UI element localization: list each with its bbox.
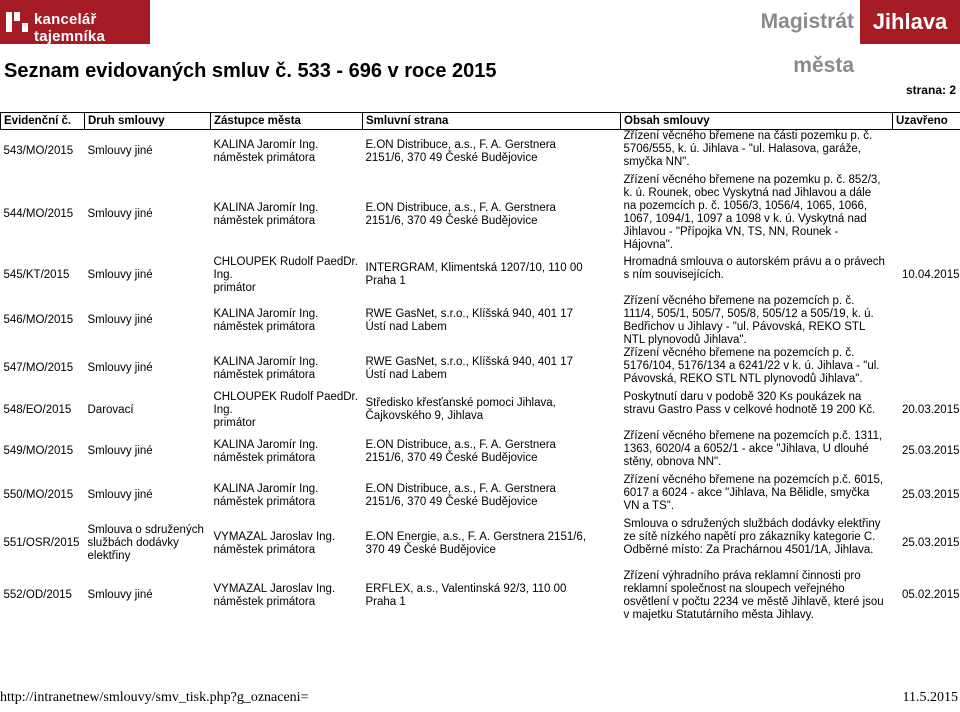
table-row	[1, 474, 960, 518]
cell-druh-line: Smlouvy jiné	[87, 208, 153, 220]
cell-cislo-line: 551/OSR/2015	[3, 537, 80, 549]
cell-uzavreno	[893, 256, 960, 295]
cell-obsah-line: reklamní společnost na sloupech veřejného	[623, 582, 845, 595]
cell-obsah-line: Zřízení věcného břemene na pozemcích p. č.	[623, 294, 855, 307]
cell-strana-line: E.ON Distribuce, a.s., F. A. Gerstnera	[365, 482, 556, 495]
cell-obsah	[621, 391, 893, 430]
cell-cislo-line: 550/MO/2015	[3, 489, 74, 501]
cell-obsah-line: Odběrné místo: Za Prachárnou 4501/1A, Jihlava.	[623, 543, 874, 556]
cell-druh-line: Smlouvy jiné	[87, 145, 153, 158]
page-number: strana: 2	[905, 83, 956, 97]
cell-strana	[363, 174, 621, 256]
cell-druh-line: elektřiny	[87, 550, 131, 562]
cell-strana-line: INTERGRAM, Klimentská 1207/10, 110 00	[365, 262, 583, 274]
cell-obsah-line: stravu Gastro Pass v celkové hodnotě 19 200 Kč.	[623, 403, 876, 416]
cell-druh	[85, 474, 211, 518]
cell-obsah-line: na pozemcích p. č. 1056/3, 1056/4, 1065, 1066,	[623, 199, 868, 212]
cell-zastupce-line: náměstek primátora	[213, 543, 316, 556]
contracts-table	[0, 112, 960, 622]
cell-obsah-line: Pávovská, REKO STL NTL plynovodů Jihlava".	[623, 372, 863, 385]
cell-druh-line: Smlouvy jiné	[87, 445, 153, 457]
cell-obsah-line: 111/4, 505/1, 505/7, 505/8, 505/12 a 505/19, k. ú.	[623, 307, 874, 320]
cell-zastupce	[211, 174, 363, 256]
cell-obsah-line: smyčka NN".	[623, 156, 690, 168]
cell-obsah	[621, 430, 893, 474]
cell-obsah	[621, 570, 893, 622]
cell-obsah-line: Zřízení věcného břemene na pozemku p. č. 852/3,	[623, 173, 881, 186]
cell-zastupce-line: primátor	[213, 281, 256, 294]
cell-uzavreno	[893, 295, 960, 347]
cell-cislo-line: 545/KT/2015	[3, 268, 70, 281]
cell-zastupce-line: náměstek primátora	[213, 151, 316, 164]
table-row	[1, 295, 960, 347]
cell-strana	[363, 391, 621, 430]
cell-uzavreno	[893, 474, 960, 518]
column-header-zastupce: Zástupce města	[211, 113, 363, 130]
cell-zastupce-line: KALINA Jaromír Ing.	[213, 482, 319, 495]
cell-druh-line: Smlouva o sdružených	[87, 524, 204, 536]
page-title: Seznam evidovaných smluv č. 533 - 696 v roce 2015	[4, 60, 497, 82]
cell-obsah-line: Zřízení věcného břemene na pozemcích p.č. 1311,	[623, 429, 883, 442]
cell-strana-line: 2151/6, 370 49 České Budějovice	[365, 495, 538, 508]
column-header-strana: Smluvní strana	[363, 113, 621, 130]
cell-zastupce-line: primátor	[213, 416, 256, 429]
cell-cislo	[1, 570, 85, 622]
cell-strana	[363, 570, 621, 622]
jihlava-logo-text: Jihlava	[860, 0, 960, 44]
cell-druh	[85, 347, 211, 391]
cell-zastupce-line: náměstek primátora	[213, 495, 316, 508]
magistrat-logo-text: Magistrát města	[707, 0, 860, 44]
cell-zastupce-line: náměstek primátora	[213, 320, 316, 333]
cell-cislo	[1, 295, 85, 347]
cell-druh	[85, 570, 211, 622]
table-row	[1, 174, 960, 256]
cell-obsah-line: Hromadná smlouva o autorském právu a o právech	[623, 255, 885, 268]
cell-strana-line: 2151/6, 370 49 České Budějovice	[365, 451, 538, 464]
cell-zastupce	[211, 391, 363, 430]
cell-cislo-line: 547/MO/2015	[3, 362, 74, 374]
cell-cislo	[1, 391, 85, 430]
cell-strana-line: Praha 1	[365, 595, 406, 608]
cell-zastupce-line: KALINA Jaromír Ing.	[213, 438, 319, 451]
cell-zastupce	[211, 347, 363, 391]
cell-obsah	[621, 474, 893, 518]
cell-cislo-line: 552/OD/2015	[3, 589, 72, 601]
cell-obsah-line: Poskytnutí daru v podobě 320 Ks poukázek na	[623, 390, 862, 403]
cell-druh-line: Smlouvy jiné	[87, 314, 153, 326]
cell-obsah-line: Hájovna".	[623, 238, 673, 251]
cell-zastupce	[211, 570, 363, 622]
cell-strana-line: RWE GasNet, s.r.o., Klíšská 940, 401 17	[365, 307, 574, 320]
cell-zastupce	[211, 430, 363, 474]
table-row	[1, 391, 960, 430]
cell-zastupce-line: náměstek primátora	[213, 595, 316, 608]
column-header-uzavreno: Uzavřeno	[893, 113, 960, 130]
cell-cislo-line: 546/MO/2015	[3, 314, 74, 326]
column-header-druh: Druh smlouvy	[85, 113, 211, 130]
cell-zastupce-line: náměstek primátora	[213, 368, 316, 381]
cell-druh-line: Smlouvy jiné	[87, 362, 153, 374]
table-row	[1, 518, 960, 570]
cell-obsah-line: NTL plynovodů Jihlava".	[623, 333, 747, 346]
table-row	[1, 256, 960, 295]
cell-uzavreno-line: 25.03.2015	[901, 445, 960, 457]
cell-uzavreno	[893, 570, 960, 622]
cell-uzavreno-line: 10.04.2015	[901, 268, 960, 281]
cell-obsah-line: 5176/104, 5176/134 a 6241/22 v k. ú. Jihlava - "ul.	[623, 359, 880, 372]
cell-obsah-line: stěny, obnova NN".	[623, 455, 722, 468]
footer-date: 11.5.2015	[902, 690, 958, 705]
cell-cislo	[1, 130, 85, 174]
cell-strana-line: 2151/6, 370 49 České Budějovice	[365, 214, 538, 227]
cell-druh	[85, 518, 211, 570]
cell-cislo	[1, 174, 85, 256]
cell-cislo	[1, 474, 85, 518]
cell-obsah-line: Zřízení věcného břemene na části pozemku p. č.	[623, 130, 873, 142]
cell-strana-line: Praha 1	[365, 275, 406, 287]
cell-obsah-line: k. ú. Rounek, obec Vyskytná nad Jihlavou a dále	[623, 186, 872, 199]
cell-obsah-line: 1067, 1094/1, 1097 a 1098 v k. ú. Vyskytná nad	[623, 212, 867, 225]
cell-strana-line: ERFLEX, a.s., Valentinská 92/3, 110 00	[365, 582, 567, 595]
cell-strana-line: RWE GasNet, s.r.o., Klíšská 940, 401 17	[365, 355, 574, 368]
cell-obsah-line: s ním souvisejících.	[623, 268, 724, 281]
cell-zastupce	[211, 130, 363, 174]
cell-obsah	[621, 518, 893, 570]
cell-obsah-line: Jihlavou - "Přípojka VN, TS, NN, Rounek -	[623, 225, 839, 238]
cell-cislo-line: 548/EO/2015	[3, 403, 72, 416]
cell-obsah	[621, 256, 893, 295]
cell-druh	[85, 391, 211, 430]
cell-strana	[363, 347, 621, 391]
cell-obsah	[621, 174, 893, 256]
cell-druh-line: Smlouvy jiné	[87, 268, 153, 281]
cell-obsah-line: Zřízení věcného břemene na pozemcích p.č. 6015,	[623, 473, 884, 486]
cell-zastupce-line: náměstek primátora	[213, 451, 316, 464]
cell-obsah-line: v majetku Statutárního města Jihlavy.	[623, 608, 814, 621]
cell-strana-line: 370 49 České Budějovice	[365, 543, 496, 556]
cell-obsah-line: Bedřichov u Jihlavy - "ul. Pávovská, REKO STL	[623, 320, 866, 333]
cell-cislo-line: 549/MO/2015	[3, 445, 74, 457]
cell-strana-line: Ústí nad Labem	[365, 320, 447, 333]
cell-zastupce	[211, 295, 363, 347]
cell-strana-line: E.ON Distribuce, a.s., F. A. Gerstnera	[365, 201, 556, 214]
cell-druh	[85, 430, 211, 474]
cell-zastupce-line: KALINA Jaromír Ing.	[213, 138, 319, 151]
cell-strana-line: Ústí nad Labem	[365, 368, 447, 381]
cell-uzavreno	[893, 391, 960, 430]
cell-cislo	[1, 347, 85, 391]
cell-zastupce-line: náměstek primátora	[213, 214, 316, 227]
cell-uzavreno	[893, 347, 960, 391]
cell-obsah	[621, 130, 893, 174]
cell-uzavreno	[893, 430, 960, 474]
cell-druh-line: Smlouvy jiné	[87, 489, 153, 501]
cell-druh	[85, 130, 211, 174]
cell-zastupce-line: CHLOUPEK Rudolf PaedDr. Ing.	[213, 255, 358, 281]
cell-uzavreno	[893, 130, 960, 174]
cell-uzavreno-line: 05.02.2015	[901, 589, 960, 601]
column-header-obsah: Obsah smlouvy	[621, 113, 893, 130]
cell-obsah-line: osvětlení v počtu 2234 ve městě Jihlavě, které jsou	[623, 595, 884, 608]
table-row	[1, 570, 960, 622]
cell-obsah-line: Smlouva o sdružených službách dodávky elektřiny	[623, 517, 881, 530]
cell-druh-line: Darovací	[87, 403, 134, 416]
cell-zastupce-line: VYMAZAL Jaroslav Ing.	[213, 582, 336, 595]
cell-druh	[85, 256, 211, 295]
cell-strana	[363, 256, 621, 295]
column-header-cislo: Evidenční č.	[1, 113, 85, 130]
cell-uzavreno-line: 20.03.2015	[901, 403, 960, 416]
cell-zastupce-line: KALINA Jaromír Ing.	[213, 355, 319, 368]
cell-strana	[363, 474, 621, 518]
magistrat-logo	[707, 0, 960, 77]
kancelar-tajemnika-logo	[0, 0, 150, 44]
cell-strana-line: E.ON Distribuce, a.s., F. A. Gerstnera	[365, 138, 556, 151]
cell-uzavreno-line: 25.03.2015	[901, 489, 960, 501]
cell-uzavreno	[893, 518, 960, 570]
cell-obsah	[621, 295, 893, 347]
table-row	[1, 430, 960, 474]
cell-obsah	[621, 347, 893, 391]
cell-strana-line: Čajkovského 9, Jihlava	[365, 410, 484, 422]
cell-druh	[85, 295, 211, 347]
cell-strana-line: E.ON Distribuce, a.s., F. A. Gerstnera	[365, 438, 556, 451]
logo-text: kancelář tajemníka	[34, 11, 105, 45]
cell-zastupce-line: VYMAZAL Jaroslav Ing.	[213, 530, 336, 543]
cell-zastupce	[211, 518, 363, 570]
cell-strana	[363, 430, 621, 474]
cell-obsah-line: VN a TS".	[623, 499, 675, 512]
cell-uzavreno-line: 25.03.2015	[901, 537, 960, 549]
cell-strana-line: 2151/6, 370 49 České Budějovice	[365, 151, 538, 164]
cell-druh-line: službách dodávky	[87, 537, 179, 549]
cell-druh-line: Smlouvy jiné	[87, 589, 153, 601]
table-header-row	[1, 113, 960, 130]
cell-obsah-line: Zřízení výhradního práva reklamní činnosti pro	[623, 569, 861, 582]
cell-strana-line: E.ON Energie, a.s., F. A. Gerstnera 2151/6,	[365, 530, 587, 543]
cell-cislo	[1, 430, 85, 474]
cell-obsah-line: 5706/555, k. ú. Jihlava - "ul. Halasova, garáže,	[623, 143, 861, 155]
cell-zastupce-line: CHLOUPEK Rudolf PaedDr. Ing.	[213, 390, 358, 416]
cell-zastupce-line: KALINA Jaromír Ing.	[213, 201, 319, 214]
cell-cislo-line: 543/MO/2015	[3, 145, 74, 158]
cell-zastupce-line: KALINA Jaromír Ing.	[213, 307, 319, 320]
footer-url: http://intranetnew/smlouvy/smv_tisk.php?g_oznaceni=	[0, 690, 309, 705]
cell-obsah-line: Zřízení věcného břemene na pozemcích p. č.	[623, 346, 855, 359]
cell-obsah-line: 1363, 6020/4 a 6052/1 - akce "Jihlava, U dlouhé	[623, 442, 869, 455]
cell-obsah-line: ze sítě nízkého napětí pro zákazníky kategorie C.	[623, 530, 876, 543]
cell-strana	[363, 130, 621, 174]
table-row	[1, 347, 960, 391]
cell-strana	[363, 518, 621, 570]
cell-zastupce	[211, 256, 363, 295]
cell-druh	[85, 174, 211, 256]
cell-strana	[363, 295, 621, 347]
table-row	[1, 130, 960, 174]
cell-cislo	[1, 518, 85, 570]
cell-cislo-line: 544/MO/2015	[3, 208, 74, 220]
cell-cislo	[1, 256, 85, 295]
cell-obsah-line: 6017 a 6024 - akce "Jihlava, Na Bělidle, smyčka	[623, 486, 870, 499]
cell-zastupce	[211, 474, 363, 518]
cell-strana-line: Středisko křesťanské pomoci Jihlava,	[365, 397, 556, 409]
cell-uzavreno	[893, 174, 960, 256]
logo-mark-icon	[6, 12, 28, 32]
